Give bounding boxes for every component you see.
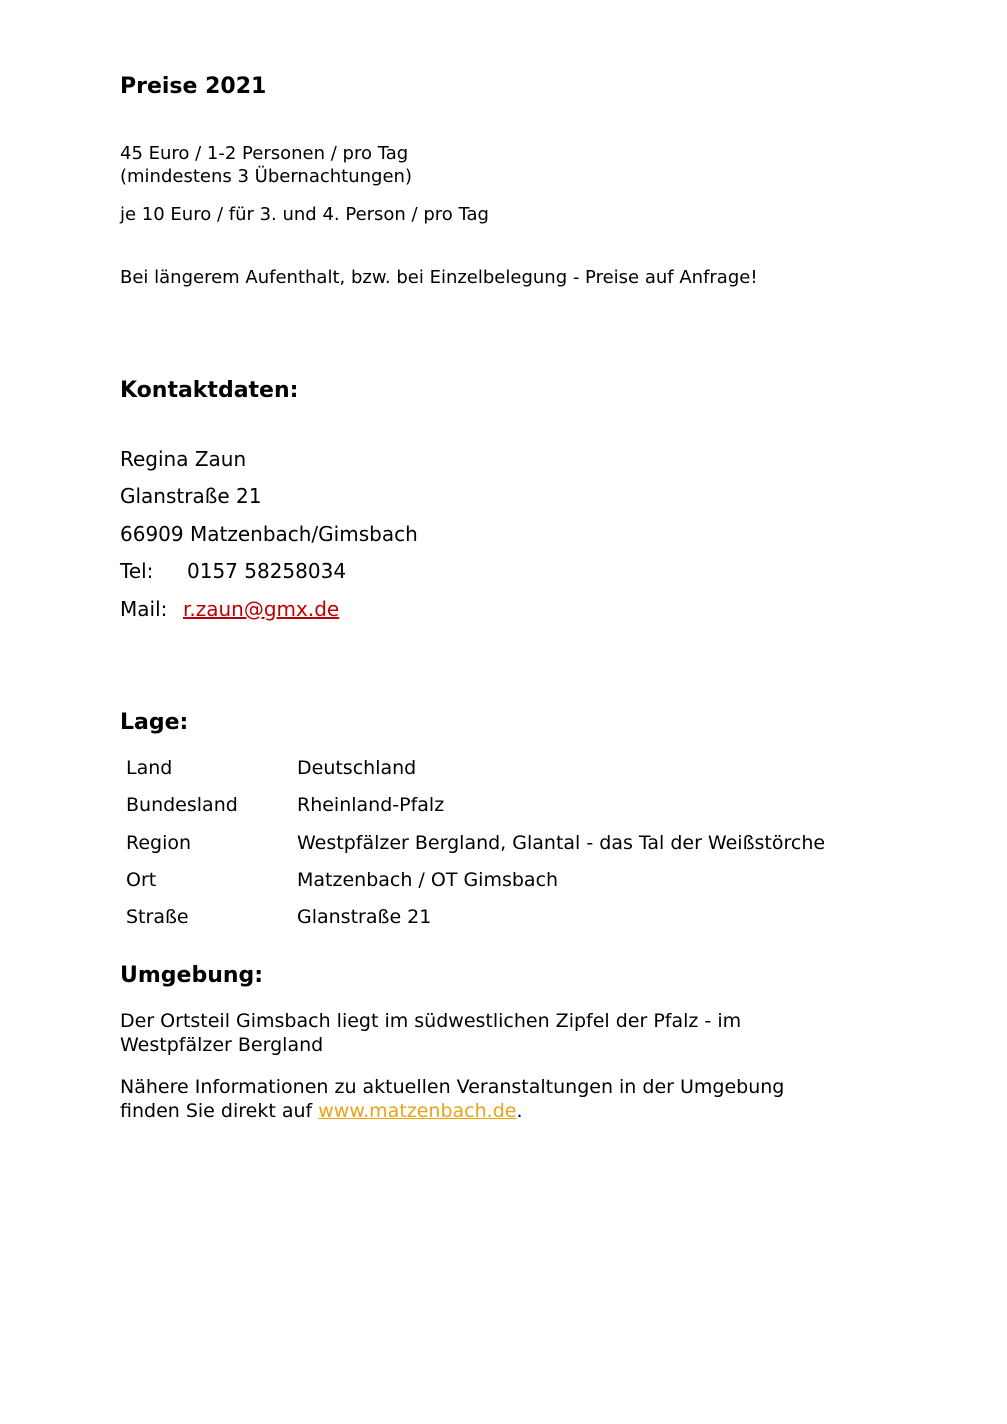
matzenbach-website-link[interactable]: www.matzenbach.de [318, 1100, 517, 1122]
location-key: Straße [126, 906, 189, 928]
price-extra-persons-line: je 10 Euro / für 3. und 4. Person / pro Tag [120, 204, 489, 225]
location-row-state [126, 794, 906, 820]
contact-city: 66909 Matzenbach/Gimsbach [120, 522, 418, 546]
contact-mail-link[interactable]: r.zaun@gmx.de [183, 597, 340, 621]
prices-heading: Preise 2021 [120, 74, 267, 99]
surroundings-p2-prefix: finden Sie direkt auf [120, 1100, 319, 1122]
surroundings-p2-line2 [120, 1099, 784, 1123]
surroundings-paragraph-1 [120, 1009, 741, 1057]
location-value: Matzenbach / OT Gimsbach [297, 869, 559, 891]
surroundings-p1-line2: Westpfälzer Bergland [120, 1034, 324, 1056]
prices-text-block [120, 142, 412, 188]
location-key: Land [126, 757, 173, 779]
surroundings-paragraph-2 [120, 1075, 784, 1123]
location-value: Glanstraße 21 [297, 906, 432, 928]
location-heading: Lage: [120, 710, 189, 735]
surroundings-heading: Umgebung: [120, 963, 264, 988]
contact-tel-value: 0157 58258034 [187, 559, 347, 583]
surroundings-p2-suffix: . [516, 1100, 523, 1122]
price-base-line: 45 Euro / 1-2 Personen / pro Tag [120, 143, 409, 164]
location-key: Region [126, 832, 192, 854]
contact-tel-label: Tel: [120, 559, 154, 583]
location-value: Westpfälzer Bergland, Glantal - das Tal der Weißstörche [297, 832, 826, 854]
location-value: Deutschland [297, 757, 417, 779]
location-row-country [126, 757, 906, 783]
location-key: Ort [126, 869, 157, 891]
contact-street: Glanstraße 21 [120, 484, 262, 508]
contact-mail-label: Mail: [120, 597, 168, 621]
price-min-nights-line: (mindestens 3 Übernachtungen) [120, 166, 412, 187]
location-value: Rheinland-Pfalz [297, 794, 445, 816]
contact-name: Regina Zaun [120, 447, 247, 471]
price-on-request-line: Bei längerem Aufenthalt, bzw. bei Einzelbelegung - Preise auf Anfrage! [120, 267, 758, 288]
location-key: Bundesland [126, 794, 238, 816]
contact-heading: Kontaktdaten: [120, 378, 299, 403]
location-row-town [126, 869, 906, 895]
surroundings-p2-line1: Nähere Informationen zu aktuellen Veranstaltungen in der Umgebung [120, 1076, 785, 1098]
location-row-region [126, 832, 906, 858]
location-row-street [126, 906, 906, 932]
surroundings-p1-line1: Der Ortsteil Gimsbach liegt im südwestlichen Zipfel der Pfalz - im [120, 1010, 742, 1032]
